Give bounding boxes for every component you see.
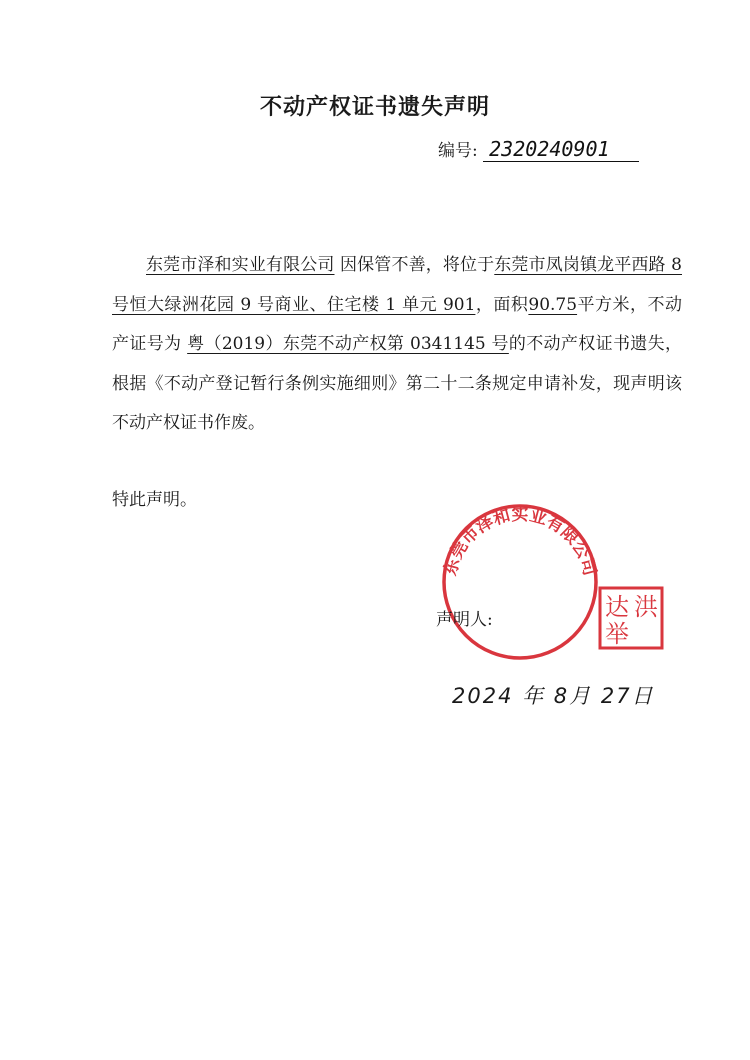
serial-number	[438, 136, 639, 162]
body-text-4: 的不动产权证书遗失，根据《不动产登记暂行条例实施细则》第二十二条规定申请补发，现声明该不动产权证书作废。	[112, 334, 682, 433]
property-area: 90.75	[528, 294, 578, 315]
signer-label: 声明人:	[436, 610, 493, 630]
stamp-char-2: 达	[605, 593, 629, 621]
body-text-3: 平方米，不动产证号为	[112, 294, 683, 354]
closing-statement: 特此声明。	[112, 490, 197, 510]
body-text-2: ，面积	[475, 294, 529, 315]
serial-value: 2320240901	[483, 137, 639, 162]
serial-label: 编号:	[438, 141, 478, 161]
declaration-body	[112, 246, 682, 444]
certificate-number: 粤（2019）东莞不动产权第 0341145 号	[187, 334, 509, 354]
stamp-char-1: 洪	[634, 593, 658, 621]
company-seal	[440, 502, 600, 662]
property-address: 东莞市凤岗镇龙平西路 8 号恒大绿洲花园 9 号商业、住宅楼 1 单元 901	[112, 255, 682, 315]
company-name: 东莞市泽和实业有限公司	[146, 255, 335, 275]
personal-name-stamp	[598, 586, 664, 650]
document-title: 不动产权证书遗失声明	[259, 95, 490, 120]
declaration-date: 2024 年 8月 27日	[452, 684, 655, 708]
stamp-char-3: 举	[605, 620, 629, 648]
body-text-1: 因保管不善，将位于	[334, 255, 495, 275]
seal-ring-text: 东莞市泽和实业有限公司	[440, 505, 600, 578]
